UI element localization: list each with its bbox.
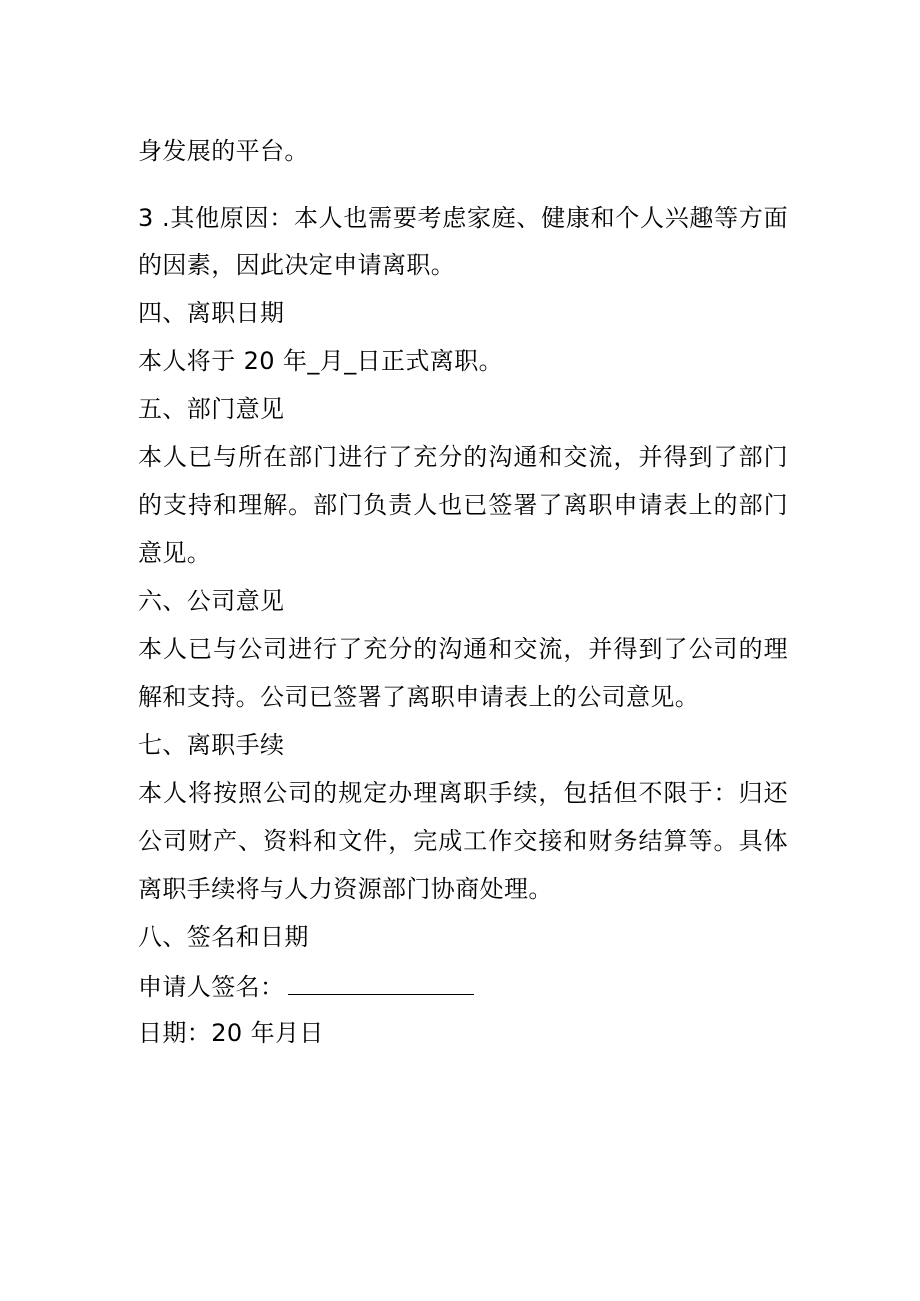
paragraph-line: 公司财产、资料和文件，完成工作交接和财务结算等。具体	[138, 827, 788, 855]
section-heading-7: 七、离职手续	[138, 731, 285, 759]
signature-blank-line	[288, 970, 474, 995]
list-item-3-line: 3 .其他原因：本人也需要考虑家庭、健康和个人兴趣等方面	[138, 204, 788, 232]
paragraph-line: 本人将按照公司的规定办理离职手续，包括但不限于：归还	[138, 779, 788, 807]
paragraph-line: 意见。	[138, 539, 212, 567]
signature-row	[138, 970, 788, 1002]
section-heading-5: 五、部门意见	[138, 395, 285, 423]
paragraph-line: 本人已与所在部门进行了充分的沟通和交流，并得到了部门	[138, 443, 788, 471]
paragraph-line: 本人已与公司进行了充分的沟通和交流，并得到了公司的理	[138, 635, 788, 663]
section-heading-4: 四、离职日期	[138, 299, 285, 327]
paragraph-line: 解和支持。公司已签署了离职申请表上的公司意见。	[138, 683, 700, 711]
list-item-3-line: 的因素，因此决定申请离职。	[138, 251, 456, 279]
signature-label: 申请人签名：	[138, 973, 285, 1001]
paragraph-line: 身发展的平台。	[138, 137, 309, 165]
paragraph-line: 本人将于 20 年_月_日正式离职。	[138, 347, 503, 375]
section-heading-6: 六、公司意见	[138, 587, 285, 615]
paragraph-line: 离职手续将与人力资源部门协商处理。	[138, 875, 553, 903]
date-line: 日期：20 年月日	[138, 1019, 324, 1047]
paragraph-line: 的支持和理解。部门负责人也已签署了离职申请表上的部门	[138, 491, 788, 519]
section-heading-8: 八、签名和日期	[138, 923, 309, 951]
